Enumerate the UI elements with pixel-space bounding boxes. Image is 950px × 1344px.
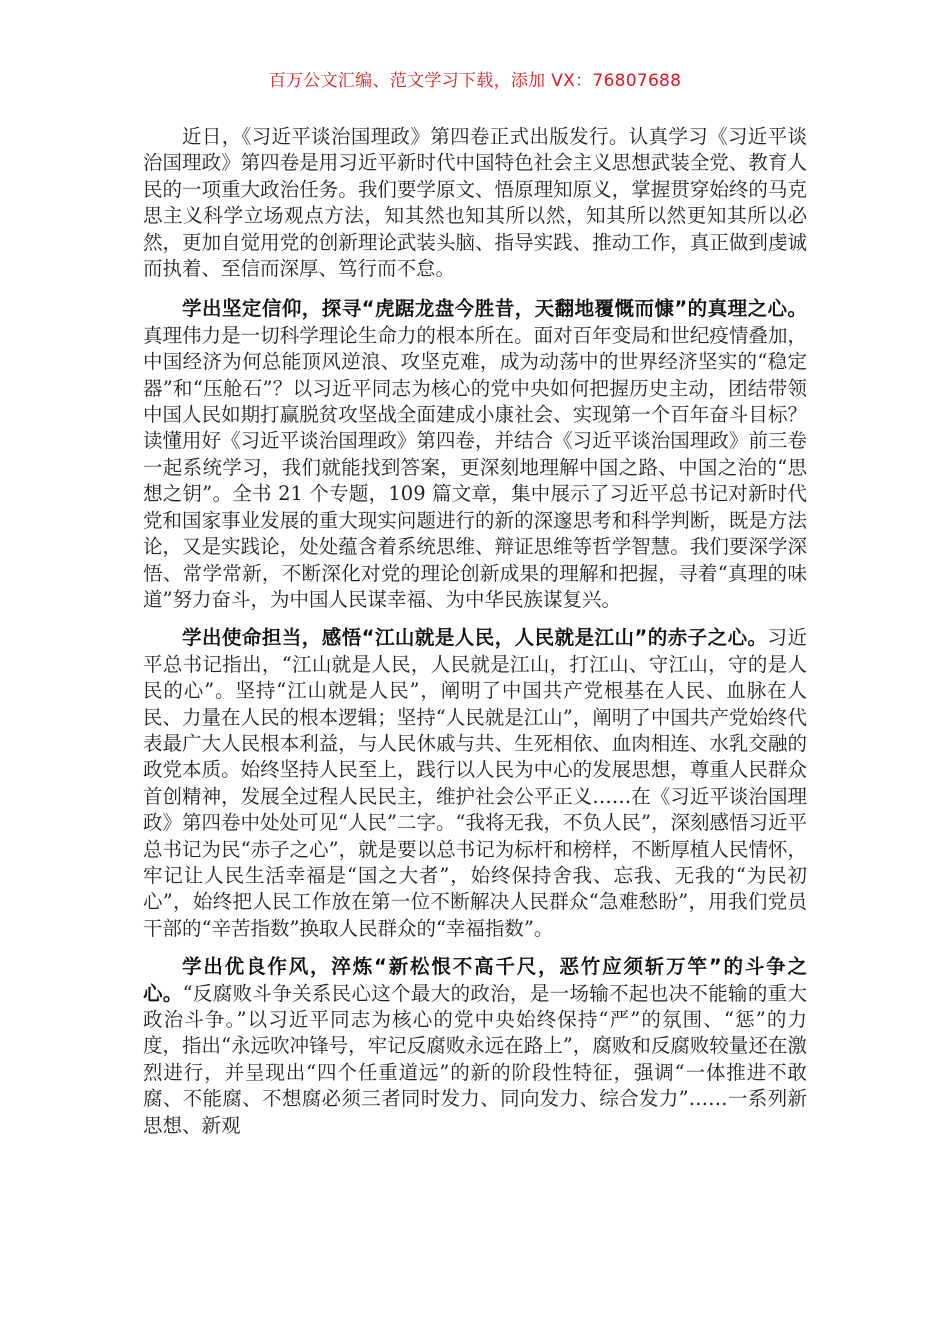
paragraph-lead: 学出坚定信仰，探寻“虎踞龙盘今胜昔，天翻地覆慨而慷”的真理之心。: [182, 297, 807, 321]
paragraph-text: 习近平总书记指出，“江山就是人民，人民就是江山，打江山、守江山，守的是人民的心”。坚持“江山就是人民”，阐明了中国共产党根基在人民、血脉在人民、力量在人民的根本逻辑；坚持“人民就是江山”，阐明了中国共产党始终代表最广大人民根本利益，与人民休戚与共、生死相依、血肉相连、水乳交融的政党本质。始终坚持人民至上，践行以人民为中心的发展思想，尊重人民群众首创精神，发展全过程人民民主，维护社会公平正义……在《习近平谈治国理政》第四卷中处处可见“人民”二字。“我将无我，不负人民”，深刻感悟习近平总书记为民“赤子之心”，就是要以总书记为标杆和榜样，不断厚植人民情怀，牢记让人民生活幸福是“国之大者”，始终保持舍我、忘我、无我的“为民初心”，始终把人民工作放在第一位不断解决人民群众“急难愁盼”，用我们党员干部的“辛苦指数”换取人民群众的“幸福指数”。: [143, 626, 807, 940]
watermark-header: 百万公文汇编、范文学习下载，添加 VX：76807688: [268, 71, 682, 91]
paragraph-text: “反腐败斗争关系民心这个最大的政治，是一场输不起也决不能输的重大政治斗争。”以习近平同志为核心的党中央始终保持“严”的氛围、“惩”的力度，指出“永远吹冲锋号，牢记反腐败永远在路上”，腐败和反腐败较量还在激烈进行，并呈现出“四个任重道远”的新的阶段性特征，强调“一体推进不敢腐、不能腐、不想腐必须三者同时发力、同向发力、综合发力”……一系列新思想、新观: [143, 981, 807, 1137]
paragraph-lead: 学出优良作风，淬炼“新松恨不高千尺，恶竹应须斩万竿”的斗争之心。: [143, 955, 807, 1005]
paragraph-intro: [143, 124, 807, 282]
document-body: [143, 124, 807, 1151]
paragraph-mission: [143, 625, 807, 942]
paragraph-text: 近日，《习近平谈治国理政》第四卷正式出版发行。认真学习《习近平谈治国理政》第四卷是用习近平新时代中国特色社会主义思想武装全党、教育人民的一项重大政治任务。我们要学原文、悟原理知原义，掌握贯穿始终的马克思主义科学立场观点方法，知其然也知其所以然，知其所以然更知其所以必然，更加自觉用党的创新理论武装头脑、指导实践、推动工作，真正做到虔诚而执着、至信而深厚、笃行而不怠。: [143, 125, 807, 281]
paragraph-lead: 学出使命担当，感悟“江山就是人民，人民就是江山”的赤子之心。: [182, 626, 768, 650]
paragraph-faith: [143, 296, 807, 613]
paragraph-style: [143, 954, 807, 1139]
paragraph-text: 真理伟力是一切科学理论生命力的根本所在。面对百年变局和世纪疫情叠加，中国经济为何总能顶风逆浪、攻坚克难，成为动荡中的世界经济坚实的“稳定器”和“压舱石”？以习近平同志为核心的党中央如何把握历史主动，团结带领中国人民如期打赢脱贫攻坚战全面建成小康社会、实现第一个百年奋斗目标？读懂用好《习近平谈治国理政》第四卷，并结合《习近平谈治国理政》前三卷一起系统学习，我们就能找到答案，更深刻地理解中国之路、中国之治的“思想之钥”。全书 21 个专题，109 篇文章，集中展示了习近平总书记对新时代党和国家事业发展的重大现实问题进行的新的深邃思考和科学判断，既是方法论，又是实践论，处处蕴含着系统思维、辩证思维等哲学智慧。我们要深学深悟、常学常新，不断深化对党的理论创新成果的理解和把握，寻着“真理的味道”努力奋斗，为中国人民谋幸福、为中华民族谋复兴。: [143, 323, 807, 611]
